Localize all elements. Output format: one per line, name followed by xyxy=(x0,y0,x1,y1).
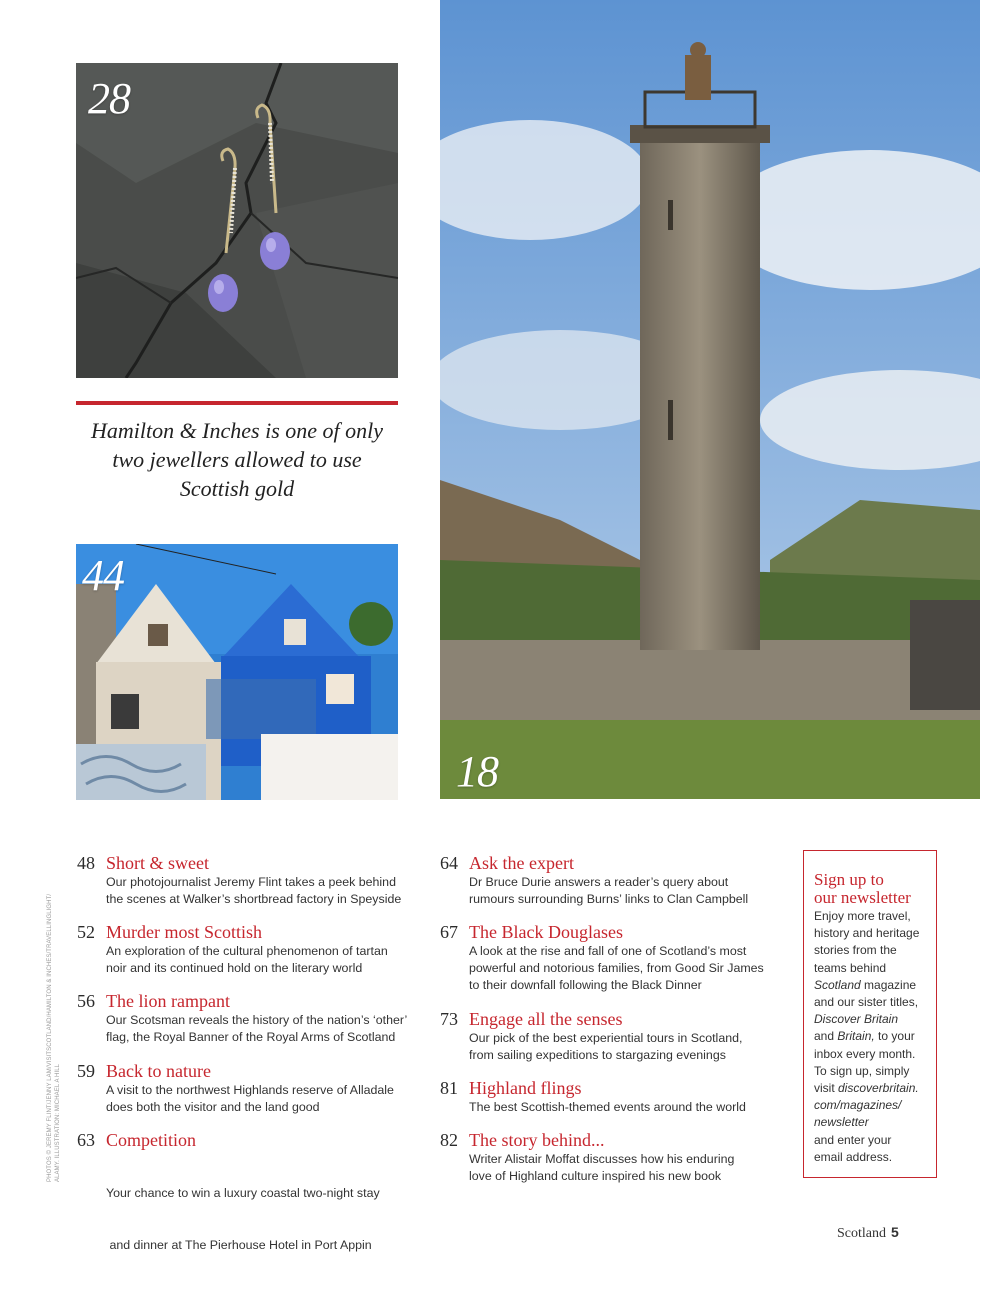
entry-page: 73 xyxy=(440,1009,458,1029)
newsletter-link[interactable]: discoverbritain. xyxy=(838,1081,919,1096)
newsletter-box xyxy=(803,850,937,1178)
houses-photo xyxy=(76,544,398,800)
newsletter-link[interactable]: com/magazines/ xyxy=(814,1098,902,1113)
entry-page: 48 xyxy=(77,853,95,873)
houses-illustration xyxy=(76,544,398,800)
monument-illustration xyxy=(440,0,980,799)
entry-description: Our pick of the best experiential tours in Scotland, from sailing expeditions to stargazing evenings xyxy=(469,1031,743,1063)
entry-description: Our Scotsman reveals the history of the nation’s ‘other’ flag, the Royal Banner of the Royal Arms of Scotland xyxy=(106,1013,408,1045)
entry-page: 59 xyxy=(77,1061,95,1081)
feature-page-number: 28 xyxy=(88,74,130,123)
entry-description: Your chance to win a luxury coastal two-night stay and dinner at The Pierhouse Hotel in Port Appin xyxy=(106,1186,380,1253)
newsletter-link[interactable]: newsletter xyxy=(814,1115,869,1130)
entry-title: The story behind... xyxy=(469,1130,605,1150)
entry-description: A look at the rise and fall of one of Scotland’s most powerful and notorious families, from Good Sir James to their downfall following the Black Dinner xyxy=(469,944,764,993)
entry-page: 52 xyxy=(77,922,95,942)
newsletter-body: Enjoy more travel, history and heritage stories from the teams behind Scotland magazine and our sister titles, Discover Britain and Britain, to your inbox every month. To sign up, simply visit discoverbritain. com/magazines/ newsletter and enter your email address. xyxy=(814,909,920,1164)
entry-title: Short & sweet xyxy=(106,853,209,873)
newsletter-heading: Sign up to our newsletter xyxy=(814,870,911,907)
entry-page: 63 xyxy=(77,1130,95,1150)
entry-title: Competition xyxy=(106,1130,196,1150)
entry-title: Murder most Scottish xyxy=(106,922,262,942)
jewellery-photo xyxy=(76,63,398,378)
entry-description: A visit to the northwest Highlands reserve of Alladale does both the visitor and the land good xyxy=(106,1083,394,1115)
entry-page: 67 xyxy=(440,922,458,942)
entry-title: Highland flings xyxy=(469,1078,582,1098)
entry-title: Back to nature xyxy=(106,1061,211,1081)
feature-page-number: 18 xyxy=(456,747,498,796)
entry-description: The best Scottish-themed events around the world xyxy=(469,1100,746,1114)
entry-page: 64 xyxy=(440,853,458,873)
page-number: 5 xyxy=(891,1224,899,1240)
entry-description: An exploration of the cultural phenomenon of tartan noir and its continued hold on the literary world xyxy=(106,944,388,976)
entry-title: Engage all the senses xyxy=(469,1009,623,1029)
caption-rule xyxy=(76,401,398,405)
magazine-name: Scotland xyxy=(837,1226,886,1241)
pull-quote: Hamilton & Inches is one of only two jewellers allowed to use Scottish gold xyxy=(90,418,384,501)
entry-page: 56 xyxy=(77,991,95,1011)
photo-credit: PHOTOS © JEREMY FLINT/JENNY LAM/VISITSCOTLAND/HAMILTON & INCHES/TRAVELLINGLIGHT/ ALAMY. ILLUSTRATION: MICHAEL A HILL xyxy=(47,893,61,1182)
entry-title: Ask the expert xyxy=(469,853,574,873)
entry-title: The lion rampant xyxy=(106,991,230,1011)
monument-photo xyxy=(440,0,980,799)
entry-description: Writer Alistair Moffat discusses how his enduring love of Highland culture inspired his new book xyxy=(469,1152,735,1184)
page-footer xyxy=(837,1224,899,1242)
entry-page: 82 xyxy=(440,1130,458,1150)
entry-page: 81 xyxy=(440,1078,458,1098)
entry-description: Our photojournalist Jeremy Flint takes a peek behind the scenes at Walker’s shortbread factory in Speyside xyxy=(106,875,402,907)
entry-description: Dr Bruce Durie answers a reader’s query about rumours surrounding Burns’ links to Clan Campbell xyxy=(469,875,749,907)
entry-title: The Black Douglases xyxy=(469,922,623,942)
feature-page-number: 44 xyxy=(82,551,124,600)
